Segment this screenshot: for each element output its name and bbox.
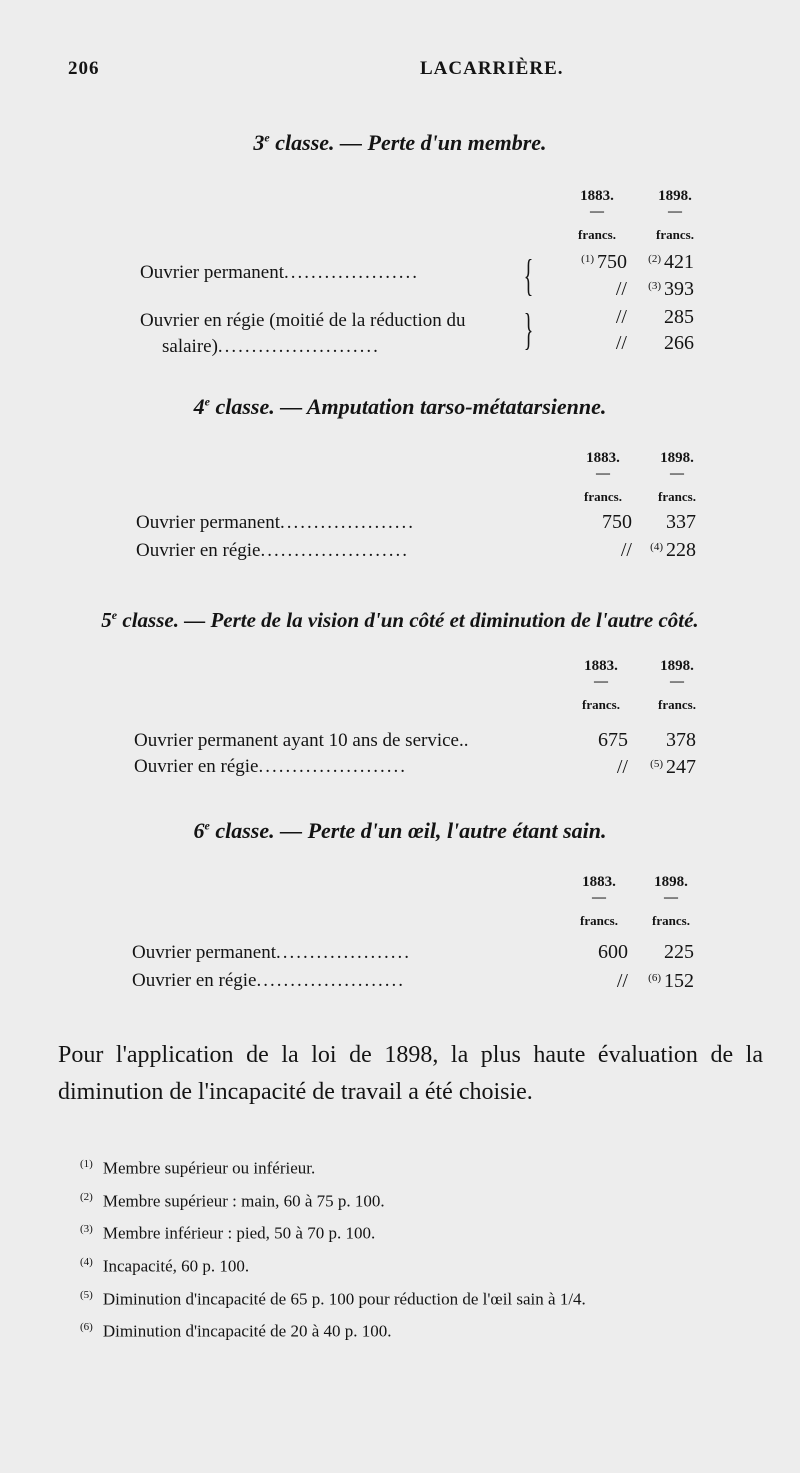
footnote: $^{(2)}$ Membre supérieur : main, 60 à 75 p. 100. bbox=[80, 1190, 385, 1211]
row-label: Ouvrier en régie...................... bbox=[136, 540, 409, 561]
value-1883: // bbox=[620, 539, 632, 561]
value-1898: 285 bbox=[664, 306, 694, 328]
value-1883: // bbox=[615, 332, 627, 354]
year-column-1883: 1883. — francs. bbox=[582, 658, 620, 712]
row-label: Ouvrier permanent.................... bbox=[140, 262, 420, 283]
footnote: $^{(5)}$ Diminution d'incapacité de 65 p. 100 pour réduction de l'œil sain à 1/4. bbox=[80, 1288, 586, 1309]
row-label: Ouvrier permanent.................... bbox=[132, 942, 412, 963]
row-label: Ouvrier en régie...................... bbox=[134, 756, 407, 777]
value-1883: // bbox=[615, 278, 627, 300]
row-label: Ouvrier permanent.................... bbox=[136, 512, 416, 533]
value-1883: // bbox=[616, 756, 628, 778]
running-head bbox=[68, 58, 732, 86]
body-paragraph: Pour l'application de la loi de 1898, la plus haute évaluation de la diminution de l'incapacité de travail a été choisie. bbox=[58, 1042, 763, 1105]
value-1898: 266 bbox=[664, 332, 694, 354]
value-1883: // bbox=[615, 306, 627, 328]
row-label: Ouvrier en régie...................... bbox=[132, 970, 405, 991]
footnote: $^{(6)}$ Diminution d'incapacité de 20 à 40 p. 100. bbox=[80, 1321, 392, 1341]
value-1898: $^{(2)}$ 421 bbox=[648, 251, 694, 273]
row-label: Ouvrier permanent ayant 10 ans de service.. bbox=[134, 730, 469, 751]
year-column-1898: 1898. — francs. bbox=[656, 188, 694, 242]
section-heading: 4e classe. — Amputation tarso-métatarsienne. bbox=[193, 394, 607, 419]
year-column-1883: 1883. — francs. bbox=[578, 188, 616, 242]
footnote: $^{(3)}$ Membre inférieur : pied, 50 à 70 p. 100. bbox=[80, 1223, 376, 1243]
footnote: $^{(1)}$ Membre supérieur ou inférieur. bbox=[80, 1158, 316, 1178]
section-heading: 3e classe. — Perte d'un membre. bbox=[253, 130, 547, 155]
page-number: 206 bbox=[68, 58, 100, 79]
running-title: LACARRIÈRE. bbox=[420, 58, 564, 79]
value-1898: $^{(5)}$ 247 bbox=[650, 756, 696, 778]
value-1883: 750 bbox=[602, 511, 632, 533]
value-1883: 675 bbox=[598, 729, 628, 751]
value-1898: $^{(4)}$ 228 bbox=[650, 539, 696, 561]
year-column-1883: 1883. — francs. bbox=[580, 874, 618, 928]
value-1898: 337 bbox=[666, 511, 696, 533]
row-label: salaire)........................ bbox=[162, 336, 380, 357]
year-column-1898: 1898. — francs. bbox=[652, 874, 690, 928]
right-brace: } bbox=[523, 305, 534, 354]
left-brace: { bbox=[523, 251, 534, 300]
value-1883: 600 bbox=[598, 941, 628, 963]
footnote: $^{(4)}$ Incapacité, 60 p. 100. bbox=[80, 1255, 250, 1276]
section-heading: 6e classe. — Perte d'un œil, l'autre étant sain. bbox=[193, 818, 607, 843]
value-1898: $^{(3)}$ 393 bbox=[648, 278, 694, 300]
year-column-1883: 1883. — francs. bbox=[584, 450, 622, 504]
section-heading: 5e classe. — Perte de la vision d'un côté et diminution de l'autre côté. bbox=[101, 608, 699, 632]
row-label: Ouvrier en régie (moitié de la réduction du bbox=[140, 310, 466, 331]
year-column-1898: 1898. — francs. bbox=[658, 658, 696, 712]
value-1898: $^{(6)}$ 152 bbox=[648, 970, 694, 992]
value-1883: $^{(1)}$ 750 bbox=[581, 251, 627, 273]
year-column-1898: 1898. — francs. bbox=[658, 450, 696, 504]
value-1898: 378 bbox=[666, 729, 696, 751]
value-1883: // bbox=[616, 970, 628, 992]
footnotes bbox=[80, 1150, 770, 1346]
value-1898: 225 bbox=[664, 941, 694, 963]
